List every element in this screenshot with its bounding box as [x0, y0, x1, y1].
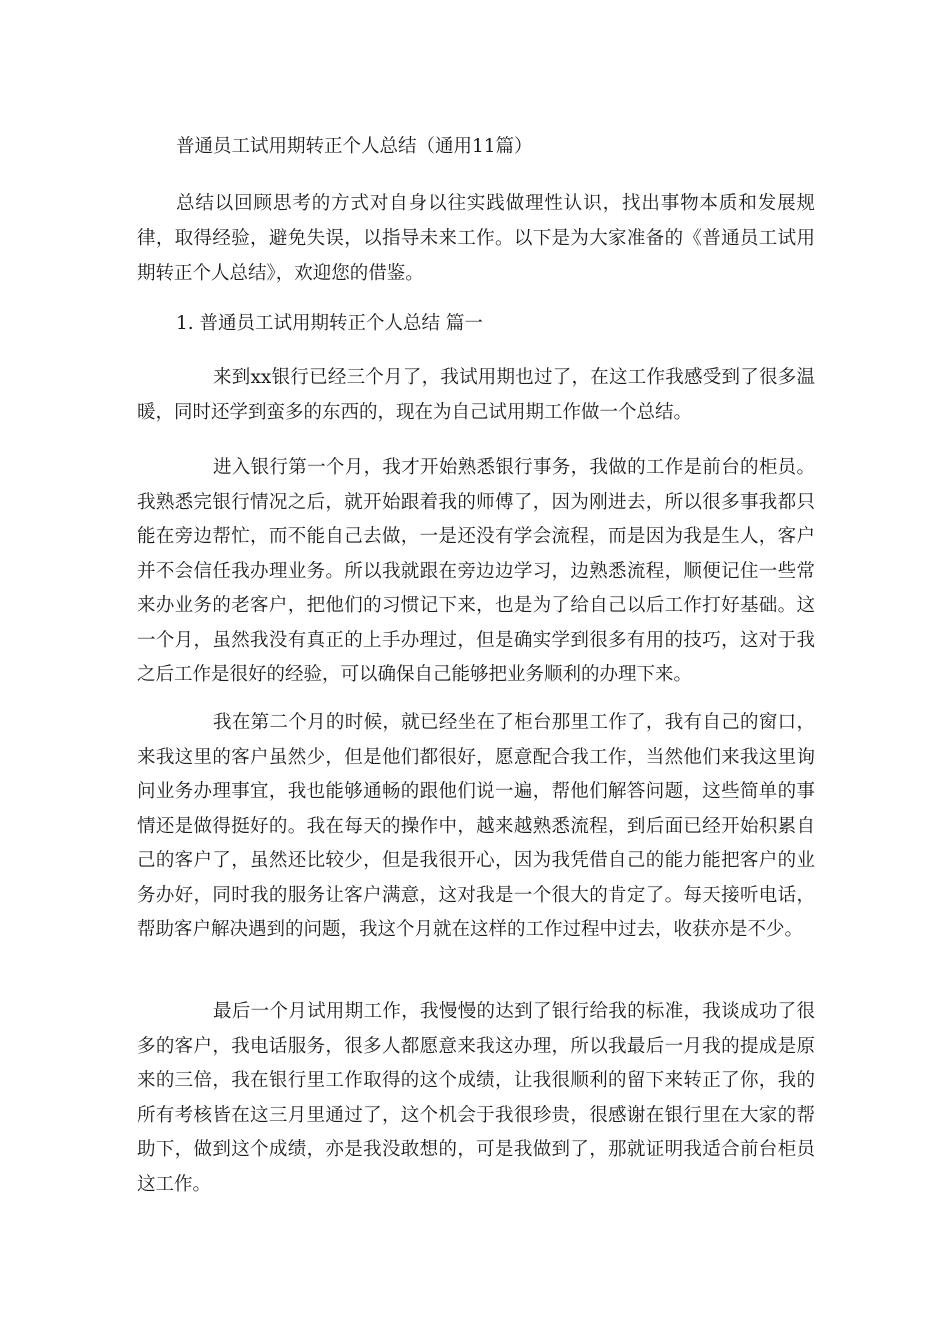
body-paragraph: 最后一个月试用期工作，我慢慢的达到了银行给我的标准，我谈成功了很多的客户，我电话服务，很多人都愿意来我这办理，所以我最后一月我的提成是原来的三倍，我在银行里工作取得的这个成绩，让我很顺利的留下来转正了你，我的所有考核皆在这三月里通过了，这个机会于我很珍贵，很感谢在银行里在大家的帮助下，做到这个成绩，亦是我没敢想的，可是我做到了，那就证明我适合前台柜员这工作。	[137, 1001, 815, 1195]
body-paragraph: 我在第二个月的时候，就已经坐在了柜台那里工作了，我有自己的窗口，来我这里的客户虽然少，但是他们都很好，愿意配合我工作，当然他们来我这里询问业务办理事宜，我也能够通畅的跟他们说一遍，帮他们解答问题，这些简单的事情还是做得挺好的。我在每天的操作中，越来越熟悉流程，到后面已经开始积累自己的客户了，虽然还比较少，但是我很开心，因为我凭借自己的能力能把客户的业务办好，同时我的服务让客户满意，这对我是一个很大的肯定了。每天接听电话，帮助客户解决遇到的问题，我这个月就在这样的工作过程中过去，收获亦是不少。	[137, 712, 815, 940]
document-title: 普通员工试用期转正个人总结（通用11篇）	[176, 136, 533, 157]
body-paragraph: 来到xx银行已经三个月了，我试用期也过了，在这工作我感受到了很多温暖，同时还学到蛮多的东西的，现在为自己试用期工作做一个总结。	[137, 367, 815, 423]
section-heading: 1. 普通员工试用期转正个人总结 篇一	[176, 313, 483, 334]
intro-paragraph: 总结以回顾思考的方式对自身以往实践做理性认识，找出事物本质和发展规律，取得经验，避免失误，以指导未来工作。以下是为大家准备的《普通员工试用期转正个人总结》，欢迎您的借鉴。	[137, 193, 815, 284]
body-paragraph: 进入银行第一个月，我才开始熟悉银行事务，我做的工作是前台的柜员。我熟悉完银行情况之后，就开始跟着我的师傅了，因为刚进去，所以很多事我都只能在旁边帮忙，而不能自己去做，一是还没有学会流程，而是因为我是生人，客户并不会信任我办理业务。所以我就跟在旁边边学习，边熟悉流程，顺便记住一些常来办业务的老客户，把他们的习惯记下来，也是为了给自己以后工作打好基础。这一个月，虽然我没有真正的上手办理过，但是确实学到很多有用的技巧，这对于我之后工作是很好的经验，可以确保自己能够把业务顺利的办理下来。	[137, 457, 815, 685]
